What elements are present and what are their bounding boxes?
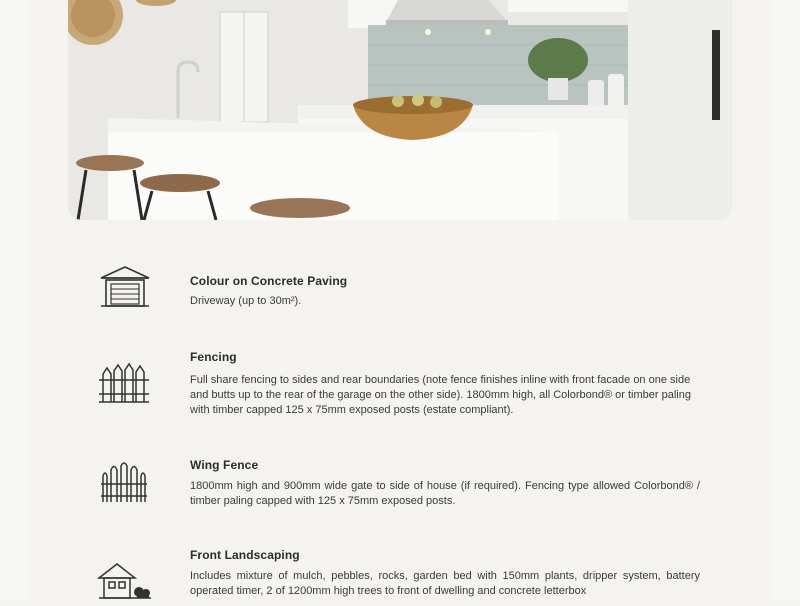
item-desc-concrete-paving: Driveway (up to 30m²). [190,295,302,307]
item-title-fencing: Fencing [190,350,237,364]
kitchen-photo [68,0,732,220]
item-title-concrete-paving: Colour on Concrete Paving [190,274,348,288]
fence-icon [97,362,153,410]
garage-icon [97,264,153,312]
item-desc-fencing: Full share fencing to sides and rear boundaries (note fence finishes inline with front facade on one side and butts up to the rear of the garage on the other side). 1800mm high, all Colorbond® or timber paling with timber capped 125 x 75mm exposed posts (estate compliant). [190,374,691,416]
item-desc-front-landscaping: Includes mixture of mulch, pebbles, rocks, garden bed with 150mm plants, dripper system, battery operated timer, 2 of 1200mm high trees to front of dwelling and concrete letterbox [190,570,700,597]
item-desc-wing-fence: 1800mm high and 900mm wide gate to side of house (if required). Fencing type allowed Colorbond® / timber paling capped with 125 x 75mm exposed posts. [190,480,700,507]
item-title-wing-fence: Wing Fence [190,458,259,472]
wing-fence-icon [97,460,153,508]
page-margin-left [0,0,28,600]
page-margin-right [772,0,800,600]
house-landscaping-icon [97,558,153,606]
item-title-front-landscaping: Front Landscaping [190,548,300,562]
